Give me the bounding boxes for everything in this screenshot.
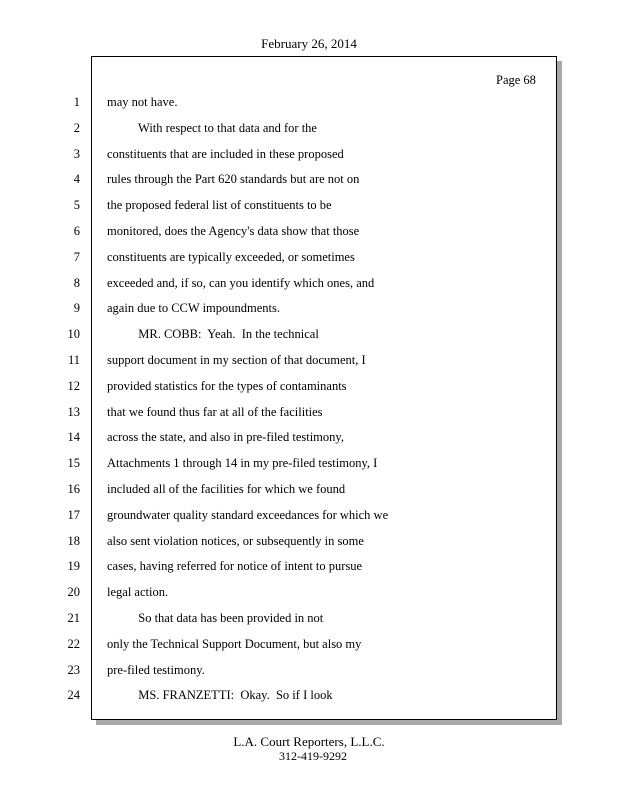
line-text: cases, having referred for notice of intent to pursue	[107, 559, 363, 573]
line-text: provided statistics for the types of contaminants	[107, 379, 347, 393]
line-text: MR. COBB: Yeah. In the technical	[107, 327, 319, 341]
line-number: 2	[73, 121, 80, 135]
line-text: may not have.	[107, 95, 178, 109]
line-text: support document in my section of that document, I	[107, 353, 366, 367]
line-number: 21	[67, 611, 80, 625]
line-text: Attachments 1 through 14 in my pre-filed testimony, I	[107, 456, 378, 470]
line-number: 10	[67, 327, 80, 341]
line-text: exceeded and, if so, can you identify which ones, and	[107, 276, 375, 290]
line-text: With respect to that data and for the	[107, 121, 317, 135]
line-text: pre-filed testimony.	[107, 663, 205, 677]
line-number: 17	[67, 508, 80, 522]
line-text: included all of the facilities for which we found	[107, 482, 346, 496]
line-text: only the Technical Support Document, but also my	[107, 637, 362, 651]
line-number: 1	[73, 95, 80, 109]
line-number: 9	[73, 301, 80, 315]
line-number: 15	[67, 456, 80, 470]
header-date: February 26, 2014	[261, 36, 357, 51]
line-number: 7	[73, 250, 80, 264]
line-text: the proposed federal list of constituents to be	[107, 198, 332, 212]
line-number: 5	[73, 198, 80, 212]
line-text: groundwater quality standard exceedances for which we	[107, 508, 389, 522]
line-number: 19	[67, 559, 80, 573]
line-text: monitored, does the Agency's data show that those	[107, 224, 360, 238]
line-text: legal action.	[107, 585, 169, 599]
line-number: 6	[73, 224, 80, 238]
line-number: 24	[67, 688, 80, 702]
line-number: 22	[67, 637, 80, 651]
line-number: 14	[67, 430, 80, 444]
footer-phone: 312-419-9292	[279, 749, 347, 763]
line-text: also sent violation notices, or subsequently in some	[107, 534, 364, 548]
line-number: 23	[67, 663, 80, 677]
line-text: across the state, and also in pre-filed testimony,	[107, 430, 344, 444]
line-number: 4	[73, 172, 80, 186]
line-text: MS. FRANZETTI: Okay. So if I look	[107, 688, 333, 702]
line-number: 8	[73, 276, 80, 290]
line-text: So that data has been provided in not	[107, 611, 324, 625]
page-number: Page 68	[496, 73, 536, 87]
line-text: constituents are typically exceeded, or sometimes	[107, 250, 355, 264]
line-number: 12	[67, 379, 80, 393]
line-text: constituents that are included in these proposed	[107, 147, 344, 161]
footer-company: L.A. Court Reporters, L.L.C.	[233, 734, 385, 749]
line-text: rules through the Part 620 standards but are not on	[107, 172, 360, 186]
line-number: 16	[67, 482, 80, 496]
line-text: that we found thus far at all of the facilities	[107, 405, 323, 419]
line-number: 20	[67, 585, 80, 599]
line-number: 18	[67, 534, 80, 548]
line-number: 13	[67, 405, 80, 419]
line-text: again due to CCW impoundments.	[107, 301, 281, 315]
line-number: 11	[67, 353, 80, 367]
line-number: 3	[73, 147, 80, 161]
